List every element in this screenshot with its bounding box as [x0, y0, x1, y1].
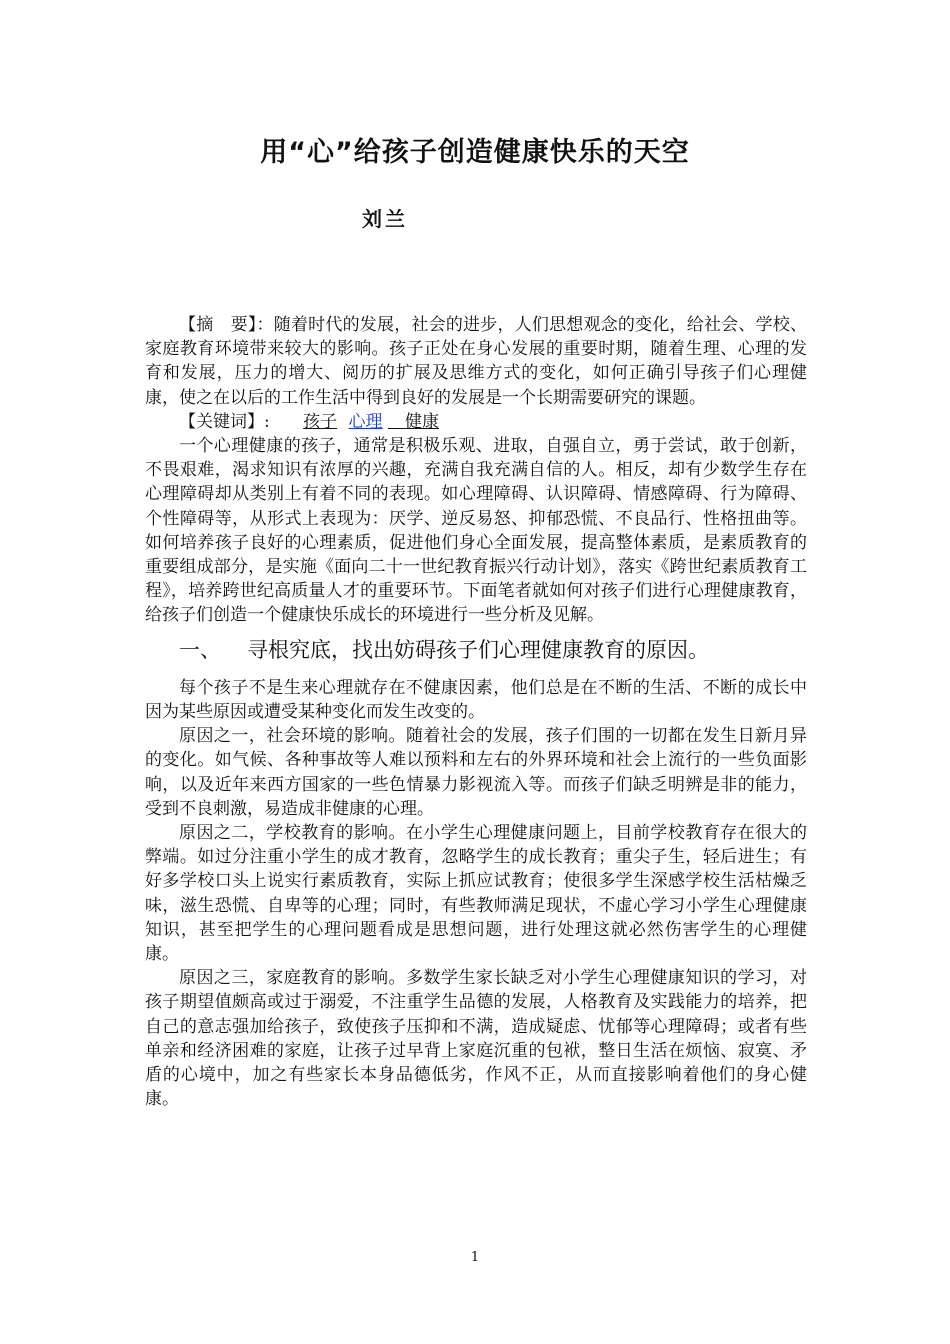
- section-paragraph: 原因之二，学校教育的影响。在小学生心理健康问题上，目前学校教育存在很大的弊端。如过分注重小学生的成才教育，忽略学生的成长教育；重尖子生，轻后进生；有好多学校口头上说实行素质教育，实际上抓应试教育；使很多学生深感学校生活枯燥乏味，滋生恐慌、自卑等的心理；同时，有些教师满足现状，不虚心学习小学生心理健康知识，甚至把学生的心理问题看成是思想问题，进行处理这就必然伤害学生的心理健康。: [145, 823, 807, 965]
- document-body: [145, 313, 807, 1112]
- keyword-3: 健康: [404, 411, 439, 432]
- keywords-label: 【关键词】:: [179, 411, 270, 432]
- page-number: 1: [470, 1250, 480, 1265]
- section-heading: [145, 638, 807, 662]
- abstract-paragraph: 【摘 要】：随着时代的发展，社会的进步，人们思想观念的变化，给社会、学校、家庭教育环境带来较大的影响。孩子正处在身心发展的重要时期，随着生理、心理的发育和发展，压力的增大、阅历的扩展及思维方式的变化，如何正确引导孩子们心理健康，使之在以后的工作生活中得到良好的发展是一个长期需要研究的课题。: [145, 315, 807, 408]
- keywords-line: [145, 410, 807, 434]
- author-name: 刘兰: [362, 207, 408, 231]
- keyword-1: 孩子: [303, 411, 338, 432]
- section-number: 一、: [179, 637, 221, 662]
- section-paragraph: 每个孩子不是生来心理就存在不健康因素，他们总是在不断的生活、不断的成长中因为某些原因或遭受某种变化而发生改变的。: [145, 677, 807, 723]
- section-paragraph: 原因之三，家庭教育的影响。多数学生家长缺乏对小学生心理健康知识的学习，对孩子期望值颇高或过于溺爱，不注重学生品德的发展，人格教育及实践能力的培养，把自己的意志强加给孩子，致使孩子压抑和不满，造成疑虑、忧郁等心理障碍；或者有些单亲和经济困难的家庭，让孩子过早背上家庭沉重的包袱，整日生活在烦恼、寂寞、矛盾的心境中，加之有些家长本身品德低劣，作风不正，从而直接影响着他们的身心健康。: [145, 968, 807, 1110]
- document-title: 用“心”给孩子创造健康快乐的天空: [260, 137, 690, 168]
- intro-paragraph: 一个心理健康的孩子，通常是积极乐观、进取，自强自立，勇于尝试，敢于创新，不畏艰难，渴求知识有浓厚的兴趣，充满自我充满自信的人。相反，却有少数学生存在心理障碍却从类别上有着不同的表现。如心理障碍、认识障碍、情感障碍、行为障碍、个性障碍等，从形式上表现为：厌学、逆反易怒、抑郁恐慌、不良品行、性格扭曲等。如何培养孩子良好的心理素质，促进他们身心全面发展，提高整体素质，是素质教育的重要组成部分，是实施《面向二十一世纪教育振兴行动计划》，落实《跨世纪素质教育工程》，培养跨世纪高质量人才的重要环节。下面笔者就如何对孩子们进行心理健康教育，给孩子们创造一个健康快乐成长的环境进行一些分析及见解。: [145, 436, 807, 626]
- keyword-2-link[interactable]: 心理: [348, 411, 383, 432]
- section-heading-text: 寻根究底，找出妨碍孩子们心理健康教育的原因。: [247, 637, 709, 662]
- section-paragraph: 原因之一，社会环境的影响。随着社会的发展，孩子们围的一切都在发生日新月异的变化。如气候、各种事故等人难以预料和左右的外界环境和社会上流行的一些负面影响，以及近年来西方国家的一些色情暴力影视流入等。而孩子们缺乏明辨是非的能力，受到不良刺激，易造成非健康的心理。: [145, 726, 807, 819]
